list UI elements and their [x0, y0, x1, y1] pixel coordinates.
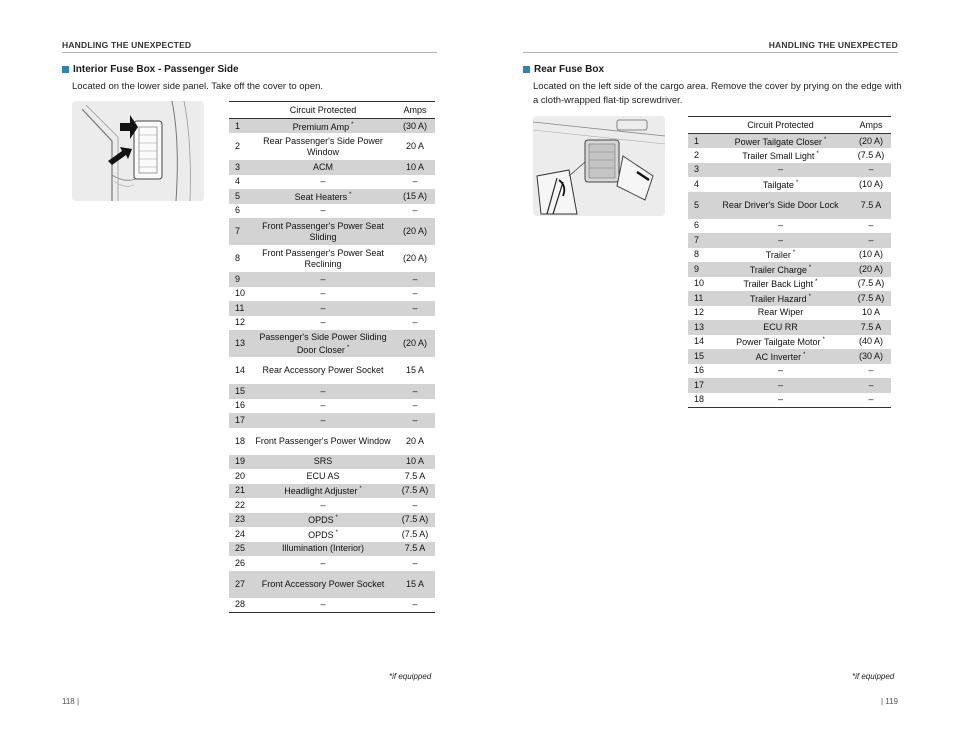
fuse-box-illustration: [72, 101, 204, 201]
table-row: [229, 189, 435, 204]
fuse-number: 4: [694, 178, 700, 189]
circuit-cell: [710, 277, 851, 292]
table-row: [688, 248, 891, 263]
amps-value: –: [868, 220, 874, 231]
header-number: [688, 117, 710, 134]
footnote: *if equipped: [389, 672, 432, 681]
amps-value: 15 A: [395, 571, 435, 598]
amps-value: 10 A: [861, 307, 881, 318]
table-row: [229, 542, 435, 557]
circuit-cell: [251, 413, 395, 428]
circuit-cell: [710, 364, 851, 379]
table-row: [229, 484, 435, 499]
circuit-name: Power Tailgate Closer: [734, 136, 823, 147]
passenger-fuse-table: [229, 101, 435, 613]
circuit-cell: [251, 527, 395, 542]
fuse-number: 1: [229, 119, 251, 134]
amps-value: (7.5 A): [857, 278, 885, 289]
section-title: [523, 64, 604, 75]
table-row: [229, 384, 435, 399]
amps-value: (40 A): [858, 336, 883, 347]
circuit-cell: [251, 469, 395, 484]
fuse-number: 8: [694, 249, 700, 260]
header-rule: [62, 52, 437, 53]
rear-fuse-box-illustration: [533, 116, 665, 216]
circuit-cell: [710, 177, 851, 192]
circuit-cell: [710, 349, 851, 364]
circuit-name: –: [777, 365, 783, 376]
if-equipped-mark: *: [803, 351, 806, 358]
amps-value: (7.5 A): [401, 528, 429, 539]
table-row: [229, 133, 435, 160]
circuit-name: –: [777, 234, 783, 245]
amps-value: (20 A): [395, 218, 435, 245]
fuse-number: 17: [688, 378, 710, 393]
table-row: [688, 291, 891, 306]
circuit-name: OPDS: [308, 515, 334, 526]
amps-value: 10 A: [395, 455, 435, 470]
table-row: [229, 527, 435, 542]
circuit-name: Front Passenger's Power Window: [255, 435, 391, 446]
fuse-number: 3: [688, 163, 710, 178]
amps-value: –: [412, 288, 418, 299]
footnote: *if equipped: [852, 672, 895, 681]
amps-value: –: [412, 317, 418, 328]
table-row: [229, 498, 435, 513]
fuse-number: 7: [688, 233, 710, 248]
circuit-name: Rear Passenger's Side Power Window: [263, 135, 383, 157]
circuit-name: –: [320, 385, 326, 396]
circuit-cell: [251, 571, 395, 598]
fuse-number: 11: [229, 301, 251, 316]
circuit-name: –: [777, 164, 783, 175]
circuit-cell: [251, 175, 395, 190]
amps-value: 10 A: [395, 160, 435, 175]
circuit-name: Trailer Back Light: [743, 279, 814, 290]
table-body: [688, 134, 891, 408]
circuit-name: ECU RR: [763, 321, 798, 332]
fuse-number: 22: [235, 499, 246, 510]
section-title: [62, 64, 239, 75]
amps-value: –: [851, 163, 891, 178]
table-row: [229, 204, 435, 219]
table-row: [688, 177, 891, 192]
section-title-text: Interior Fuse Box - Passenger Side: [73, 64, 239, 75]
fuse-number: 6: [235, 205, 241, 216]
fuse-number: 18: [235, 435, 246, 446]
amps-value: –: [412, 176, 418, 187]
rear-fuse-box-drawing: [533, 116, 665, 216]
circuit-cell: [251, 513, 395, 528]
circuit-name: AC Inverter: [755, 351, 802, 362]
passenger-fuse-box-drawing: [72, 101, 204, 201]
table-row: [688, 262, 891, 277]
circuit-name: –: [320, 205, 326, 216]
circuit-name: SRS: [313, 456, 333, 467]
amps-value: –: [395, 272, 435, 287]
amps-value: (15 A): [395, 189, 435, 204]
circuit-cell: [251, 272, 395, 287]
circuit-cell: [251, 204, 395, 219]
table-row: [688, 349, 891, 364]
table-row: [229, 287, 435, 302]
circuit-name: –: [777, 220, 783, 231]
table-header-row: [229, 102, 435, 119]
table-body: [229, 119, 435, 613]
amps-value: 7.5 A: [851, 320, 891, 335]
table-row: [229, 428, 435, 455]
table-row: [688, 306, 891, 321]
circuit-cell: [251, 484, 395, 499]
amps-value: (7.5 A): [851, 291, 891, 306]
circuit-name: Rear Wiper: [757, 307, 804, 318]
circuit-name: Tailgate: [762, 179, 794, 190]
table-row: [229, 160, 435, 175]
fuse-number: 2: [694, 149, 700, 160]
circuit-name: Trailer: [765, 250, 791, 261]
circuit-name: –: [320, 599, 326, 609]
fuse-number: 9: [229, 272, 251, 287]
circuit-name: –: [320, 273, 326, 284]
table-row: [688, 134, 891, 149]
fuse-number: 1: [688, 134, 710, 149]
table-row: [229, 399, 435, 414]
amps-value: –: [851, 378, 891, 393]
fuse-number: 16: [235, 400, 246, 411]
fuse-number: 12: [694, 307, 705, 318]
square-bullet-icon: [523, 66, 530, 73]
fuse-number: 4: [235, 176, 241, 187]
circuit-cell: [251, 498, 395, 513]
if-equipped-mark: *: [792, 250, 796, 257]
amps-value: (7.5 A): [857, 149, 885, 160]
circuit-name: OPDS: [308, 529, 334, 540]
fuse-number: 18: [688, 393, 710, 408]
running-head: HANDLING THE UNEXPECTED: [768, 40, 898, 50]
circuit-cell: [251, 357, 395, 384]
circuit-name: –: [320, 302, 326, 313]
circuit-cell: [710, 219, 851, 234]
circuit-cell: [710, 163, 851, 178]
if-equipped-mark: *: [808, 293, 812, 300]
table-row: [688, 163, 891, 178]
fuse-number: 27: [229, 571, 251, 598]
circuit-cell: [251, 218, 395, 245]
header-rule: [523, 52, 898, 53]
circuit-cell: [251, 119, 395, 134]
amps-value: 7.5 A: [851, 192, 891, 219]
amps-value: 15 A: [405, 365, 425, 375]
if-equipped-mark: *: [822, 337, 825, 344]
fuse-number: 17: [229, 413, 251, 428]
circuit-name: Illumination (Interior): [281, 543, 365, 554]
table-row: [688, 219, 891, 234]
amps-value: (7.5 A): [395, 513, 435, 528]
amps-value: 7.5 A: [404, 470, 426, 481]
if-equipped-mark: *: [359, 486, 362, 493]
circuit-cell: [710, 306, 851, 321]
amps-value: –: [395, 413, 435, 428]
if-equipped-mark: *: [346, 344, 350, 351]
if-equipped-mark: *: [808, 264, 812, 271]
amps-value: 20 A: [405, 141, 425, 151]
table-row: [688, 148, 891, 163]
circuit-cell: [710, 335, 851, 350]
circuit-name: Trailer Hazard: [749, 293, 807, 304]
table-row: [688, 320, 891, 335]
right-page: [480, 0, 960, 750]
circuit-cell: [251, 455, 395, 470]
if-equipped-mark: *: [815, 279, 818, 286]
fuse-number: 24: [235, 528, 246, 539]
section-title-text: Rear Fuse Box: [534, 64, 605, 75]
fuse-number: 15: [688, 349, 710, 364]
square-bullet-icon: [62, 66, 69, 73]
fuse-number: 10: [235, 288, 246, 299]
fuse-number: 10: [694, 278, 705, 289]
table-row: [229, 245, 435, 272]
circuit-cell: [710, 378, 851, 393]
if-equipped-mark: *: [824, 136, 827, 143]
fuse-number: 14: [235, 365, 246, 375]
table-row: [229, 175, 435, 190]
amps-value: (10 A): [858, 178, 883, 189]
fuse-number: 11: [688, 291, 710, 306]
fuse-number: 21: [229, 484, 251, 499]
fuse-number: 19: [229, 455, 251, 470]
amps-value: –: [412, 557, 418, 568]
header-amps: Amps: [851, 117, 891, 134]
fuse-number: 23: [229, 513, 251, 528]
fuse-number: 20: [235, 470, 246, 481]
fuse-number: 5: [688, 192, 710, 219]
header-circuit: Circuit Protected: [251, 102, 395, 119]
amps-value: (7.5 A): [395, 484, 435, 499]
circuit-name: –: [320, 176, 326, 187]
table-row: [229, 316, 435, 331]
header-amps: Amps: [395, 102, 435, 119]
amps-value: –: [395, 384, 435, 399]
amps-value: (20 A): [851, 262, 891, 277]
circuit-name: Trailer Small Light: [742, 150, 815, 161]
circuit-cell: [710, 148, 851, 163]
fuse-number: 13: [229, 330, 251, 357]
fuse-number: 9: [688, 262, 710, 277]
circuit-name: Headlight Adjuster: [284, 486, 358, 497]
circuit-name: Passenger's Side Power Sliding Door Closer: [259, 331, 387, 355]
amps-value: –: [412, 205, 418, 216]
fuse-number: 3: [229, 160, 251, 175]
circuit-name: Premium Amp: [292, 121, 350, 132]
circuit-name: Front Passenger's Power Seat Reclining: [262, 247, 384, 269]
if-equipped-mark: *: [335, 515, 338, 522]
amps-value: –: [395, 598, 435, 613]
fuse-number: 13: [688, 320, 710, 335]
table-row: [229, 513, 435, 528]
amps-value: (30 A): [395, 119, 435, 134]
fuse-number: 28: [229, 598, 251, 613]
circuit-name: –: [320, 317, 326, 328]
amps-value: –: [395, 301, 435, 316]
circuit-cell: [710, 393, 851, 408]
circuit-cell: [710, 248, 851, 263]
table-header-row: [688, 117, 891, 134]
circuit-name: Rear Accessory Power Socket: [262, 365, 384, 375]
table-row: [688, 335, 891, 350]
circuit-name: –: [777, 379, 783, 390]
section-description: Located on the lower side panel. Take off the cover to open.: [72, 81, 324, 92]
table-row: [688, 277, 891, 292]
section-description: Located on the left side of the cargo area. Remove the cover by prying on the edge with a cloth-wrapped flat-tip screwdriver.: [533, 81, 902, 106]
fuse-number: 7: [229, 218, 251, 245]
circuit-cell: [251, 245, 395, 272]
header-circuit: Circuit Protected: [710, 117, 851, 134]
fuse-number: 2: [235, 141, 241, 151]
circuit-name: –: [320, 557, 326, 568]
fuse-number: 16: [694, 365, 705, 376]
amps-value: 7.5 A: [395, 542, 435, 557]
if-equipped-mark: *: [816, 150, 819, 157]
fuse-number: 14: [694, 336, 705, 347]
header-number: [229, 102, 251, 119]
amps-value: (30 A): [851, 349, 891, 364]
circuit-cell: [710, 262, 851, 277]
circuit-name: –: [777, 394, 783, 404]
fuse-number: 15: [229, 384, 251, 399]
table-row: [229, 301, 435, 316]
circuit-name: ECU AS: [306, 470, 340, 481]
fuse-number: 26: [235, 557, 246, 568]
table-row: [229, 218, 435, 245]
table-row: [229, 413, 435, 428]
table-row: [688, 233, 891, 248]
table-row: [229, 571, 435, 598]
circuit-cell: [251, 133, 395, 160]
fuse-number: 12: [235, 317, 246, 328]
amps-value: 20 A: [405, 435, 425, 446]
rear-fuse-table: [688, 116, 891, 408]
circuit-cell: [251, 542, 395, 557]
page-number: | 119: [880, 697, 898, 706]
if-equipped-mark: *: [795, 179, 799, 186]
table-row: [229, 598, 435, 613]
circuit-cell: [251, 598, 395, 613]
circuit-name: Seat Heaters: [294, 191, 348, 202]
if-equipped-mark: *: [335, 529, 338, 536]
circuit-name: Front Passenger's Power Seat Sliding: [262, 220, 384, 242]
amps-value: (20 A): [851, 134, 891, 149]
circuit-cell: [710, 233, 851, 248]
amps-value: (20 A): [402, 253, 427, 263]
amps-value: –: [851, 233, 891, 248]
circuit-cell: [251, 316, 395, 331]
circuit-cell: [251, 556, 395, 571]
table-row: [229, 330, 435, 357]
circuit-name: –: [320, 414, 326, 425]
circuit-cell: [251, 384, 395, 399]
circuit-cell: [251, 399, 395, 414]
table-row: [688, 192, 891, 219]
fuse-number: 5: [229, 189, 251, 204]
circuit-name: Rear Driver's Side Door Lock: [722, 199, 839, 210]
table-row: [688, 364, 891, 379]
table-row: [688, 378, 891, 393]
circuit-name: –: [320, 499, 326, 510]
table-row: [229, 119, 435, 134]
table-row: [229, 469, 435, 484]
circuit-name: –: [320, 288, 326, 299]
circuit-cell: [251, 301, 395, 316]
fuse-number: 25: [229, 542, 251, 557]
circuit-name: Trailer Charge: [749, 264, 807, 275]
table-row: [688, 393, 891, 408]
table-row: [229, 357, 435, 384]
page-number: 118 |: [62, 697, 80, 706]
circuit-cell: [251, 160, 395, 175]
amps-value: (20 A): [395, 330, 435, 357]
circuit-cell: [710, 192, 851, 219]
circuit-name: Power Tailgate Motor: [736, 337, 821, 348]
circuit-cell: [710, 291, 851, 306]
circuit-cell: [710, 134, 851, 149]
fuse-number: 6: [694, 220, 700, 231]
running-head: HANDLING THE UNEXPECTED: [62, 40, 192, 50]
circuit-cell: [251, 287, 395, 302]
circuit-name: ACM: [313, 161, 333, 172]
amps-value: –: [851, 393, 891, 408]
amps-value: –: [868, 365, 874, 376]
circuit-name: –: [320, 400, 326, 411]
circuit-name: Front Accessory Power Socket: [261, 578, 385, 589]
amps-value: (10 A): [858, 249, 883, 260]
if-equipped-mark: *: [349, 191, 352, 198]
amps-value: –: [412, 400, 418, 411]
fuse-number: 8: [235, 253, 241, 263]
circuit-cell: [251, 428, 395, 455]
if-equipped-mark: *: [351, 121, 354, 128]
circuit-cell: [710, 320, 851, 335]
amps-value: –: [412, 499, 418, 510]
circuit-cell: [251, 189, 395, 204]
circuit-cell: [251, 330, 395, 357]
table-row: [229, 556, 435, 571]
table-row: [229, 272, 435, 287]
table-row: [229, 455, 435, 470]
